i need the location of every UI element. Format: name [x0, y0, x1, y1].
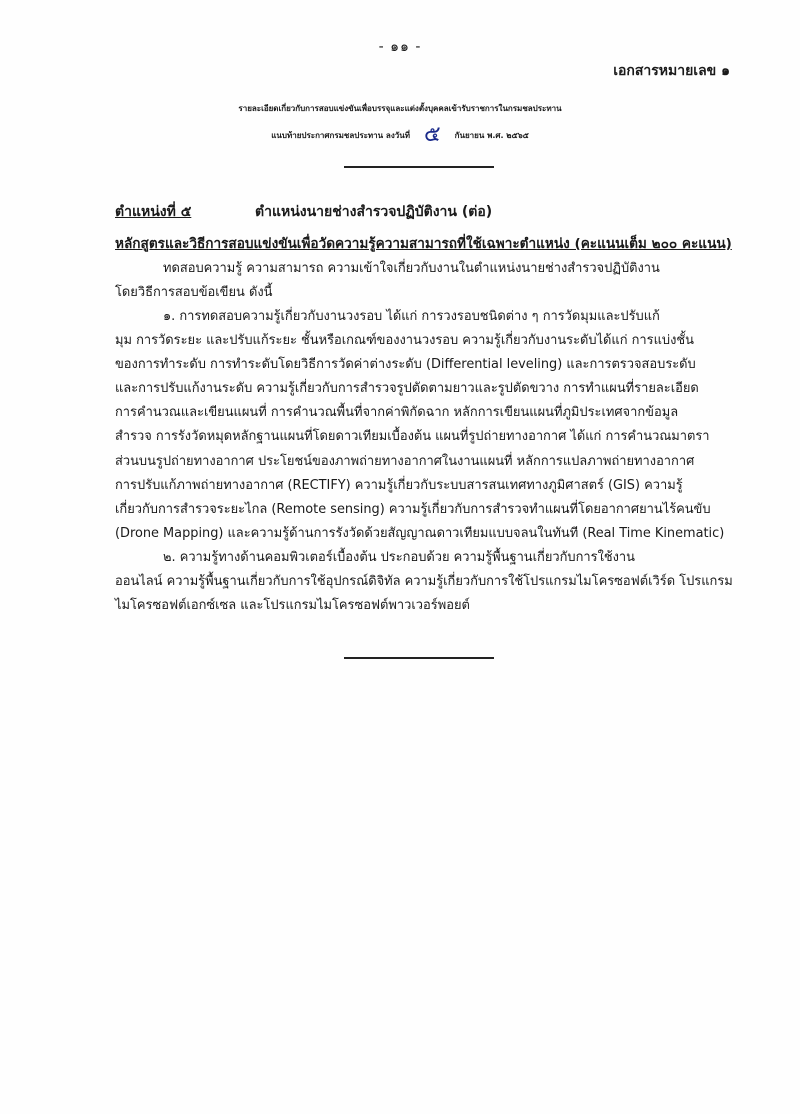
title-line-2	[0, 122, 800, 149]
handwritten-day: ๕	[423, 122, 441, 147]
title-line-2-prefix: แนบท้ายประกาศกรมชลประทาน ลงวันที่	[271, 131, 410, 140]
intro-paragraph	[115, 257, 755, 305]
text-line: การคำนวณและเขียนแผนที่ การคำนวณพื้นที่จากค่าพิกัดฉาก หลักการเขียนแผนที่ภูมิประเทศจากข้อมูล	[115, 405, 679, 421]
text-line: ออนไลน์ ความรู้พื้นฐานเกี่ยวกับการใช้อุปกรณ์ดิจิทัล ความรู้เกี่ยวกับการใช้โปรแกรมไมโครซอฟต์เวิร์ด โปรแกรม	[115, 574, 733, 590]
text-line: ของการทำระดับ การทำระดับโดยวิธีการวัดค่าต่างระดับ (Differential leveling) และการตรวจสอบระดับ	[115, 357, 696, 373]
text-line: การปรับแก้ภาพถ่ายทางอากาศ (RECTIFY) ความรู้เกี่ยวกับระบบสารสนเทศทางภูมิศาสตร์ (GIS) ความรู้	[115, 477, 683, 493]
text-line: ส่วนบนรูปถ่ายทางอากาศ ประโยชน์ของภาพถ่ายทางอากาศในงานแผนที่ หลักการแปลภาพถ่ายทางอากาศ	[115, 453, 695, 469]
position-line	[115, 201, 492, 223]
document-reference: เอกสารหมายเลข ๑	[613, 63, 730, 79]
text-line: ๒. ความรู้ทางด้านคอมพิวเตอร์เบื้องต้น ประกอบด้วย ความรู้พื้นฐานเกี่ยวกับการใช้งาน	[163, 550, 635, 565]
text-line: สำรวจ การรังวัดหมุดหลักฐานแผนที่โดยดาวเทียมเบื้องต้น แผนที่รูปถ่ายทางอากาศ ได้แก่ การคำนวณมาตรา	[115, 429, 710, 445]
text-line: มุม การวัดระยะ และปรับแก้ระยะ ชั้นหรือเกณฑ์ของงานวงรอบ ความรู้เกี่ยวกับงานระดับได้แก่ การแบ่งชั้น	[115, 333, 694, 349]
item-1-paragraph	[115, 305, 755, 546]
text-line: ไมโครซอฟต์เอกซ์เซล และโปรแกรมไมโครซอฟต์พาวเวอร์พอยต์	[115, 598, 470, 614]
divider-bottom	[344, 657, 494, 659]
title-line-2-suffix: กันยายน พ.ศ. ๒๕๖๕	[454, 131, 529, 140]
text-line: และการปรับแก้งานระดับ ความรู้เกี่ยวกับการสำรวจรูปตัดตามยาวและรูปตัดขวาง การทำแผนที่รายละเอียด	[115, 381, 699, 397]
position-label: ตำแหน่งที่ ๕	[115, 204, 192, 220]
item-2-paragraph	[115, 546, 755, 618]
position-name: ตำแหน่งนายช่างสำรวจปฏิบัติงาน (ต่อ)	[255, 204, 493, 220]
text-line: โดยวิธีการสอบข้อเขียน ดังนี้	[115, 285, 273, 301]
divider-top	[344, 166, 494, 168]
title-line-1: รายละเอียดเกี่ยวกับการสอบแข่งขันเพื่อบรรจุและแต่งตั้งบุคคลเข้ารับราชการในกรมชลประทาน	[238, 104, 562, 113]
document-title	[0, 96, 800, 149]
text-line: (Drone Mapping) และความรู้ด้านการรังวัดด้วยสัญญาณดาวเทียมแบบจลนในทันที (Real Time Kinematic)	[115, 525, 725, 541]
text-line: ๑. การทดสอบความรู้เกี่ยวกับงานวงรอบ ได้แก่ การวงรอบชนิดต่าง ๆ การวัดมุมและปรับแก้	[163, 309, 660, 324]
page-number: - ๑๑ -	[378, 39, 422, 55]
text-line: ทดสอบความรู้ ความสามารถ ความเข้าใจเกี่ยวกับงานในตำแหน่งนายช่างสำรวจปฏิบัติงาน	[163, 261, 660, 276]
section-heading: หลักสูตรและวิธีการสอบแข่งขันเพื่อวัดความรู้ความสามารถที่ใช้เฉพาะตำแหน่ง (คะแนนเต็ม ๒๐๐ คะแนน)	[115, 236, 732, 252]
text-line: เกี่ยวกับการสำรวจระยะไกล (Remote sensing) ความรู้เกี่ยวกับการสำรวจทำแผนที่โดยอากาศยานไร้คนขับ	[115, 501, 711, 517]
